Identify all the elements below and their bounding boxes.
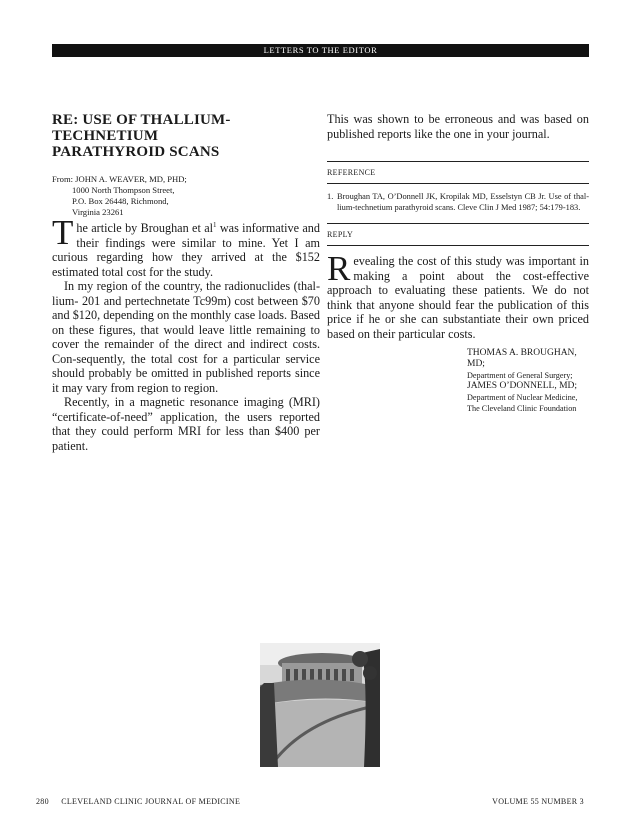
footer-left — [36, 797, 240, 806]
section-title: LETTERS TO THE EDITOR — [263, 45, 378, 55]
address-street: 1000 North Thompson Street, — [72, 185, 175, 195]
reference-list — [327, 192, 589, 213]
signature-dept-2: Department of Nuclear Medicine, — [467, 393, 578, 402]
reply-paragraph — [327, 249, 589, 341]
author-line — [52, 174, 320, 185]
reply-signatures — [467, 348, 589, 414]
paragraph-1-text-a: he article by Broughan et al — [76, 221, 213, 236]
reference-text: Broughan TA, O’Donnell JK, Kropilak MD, Esselstyn CB Jr. Use of thal-lium-technetium parathyroid scans. Cleve Clin J Med 1987; 54:179-183. — [337, 192, 589, 212]
page-number: 280 — [36, 797, 49, 806]
letter-title — [52, 112, 320, 160]
letter-paragraph-1 — [52, 213, 320, 279]
signature-name-1: THOMAS A. BROUGHAN, MD; — [467, 348, 577, 369]
letter-title-line1: RE: USE OF THALLIUM-TECHNETIUM — [52, 112, 231, 144]
author-name: JOHN A. WEAVER, MD, PHD; — [75, 174, 187, 184]
reference-label: REFERENCE — [327, 168, 376, 177]
reference-number: 1. — [327, 192, 334, 201]
reply-drop-cap: R — [327, 249, 351, 288]
reply-label: REPLY — [327, 230, 354, 239]
letter-paragraph-2: In my region of the country, the radionuclides (thal-lium- 201 and pertechnetate Tc99m) cost between $70 and $120, depending on the monthly case loads. Based on these figures, that would leave little remaining to cover the remainder of the direct and indirect costs. Con-sequently, the total cost for a particular service should probably be omitted in published reports since it may vary from region to region. — [52, 279, 320, 395]
signature-name-2: JAMES O’DONNELL, MD; — [467, 381, 578, 391]
reference-item — [327, 192, 589, 213]
right-column — [327, 112, 589, 414]
volume-info: VOLUME 55 NUMBER 3 — [492, 797, 584, 806]
letter-continuation: This was shown to be erroneous and was based on published reports like the one in your journal. — [327, 112, 589, 141]
section-header-bar — [52, 44, 589, 57]
address-state: Virginia 23261 — [72, 207, 124, 217]
letter-title-line2: PARATHYROID SCANS — [52, 144, 220, 160]
citation-superscript: 1 — [213, 221, 217, 229]
reference-rule-bottom — [327, 183, 589, 184]
journal-name: CLEVELAND CLINIC JOURNAL OF MEDICINE — [61, 797, 241, 806]
letter-paragraph-3: Recently, in a magnetic resonance imaging (MRI) “certificate-of-need” application, the users reported that they could perform MRI for less than $400 per patient. — [52, 395, 320, 453]
drop-cap: T — [52, 213, 74, 252]
building-photo — [260, 643, 380, 767]
reply-rule-bottom — [327, 245, 589, 246]
from-label: From: — [52, 174, 74, 184]
signature-dept-1: Department of General Surgery; — [467, 371, 573, 380]
building-illustration — [260, 643, 380, 767]
left-column — [52, 112, 320, 453]
paragraph-1-text-b: was informative and their findings were similar to mine. Yet I am curious regarding how they arrived at the $152 estimated total cost for the study. — [52, 221, 320, 279]
address-po: P.O. Box 26448, Richmond, — [72, 196, 169, 206]
author-block — [52, 174, 320, 218]
reply-text: evealing the cost of this study was important in making a point about the cost-effective approach to evaluating these patients. We do not think that anyone should fear the publication of this price if he or she can substantiate their own priced based on their particular costs. — [327, 254, 589, 341]
signature-institution: The Cleveland Clinic Foundation — [467, 404, 577, 413]
